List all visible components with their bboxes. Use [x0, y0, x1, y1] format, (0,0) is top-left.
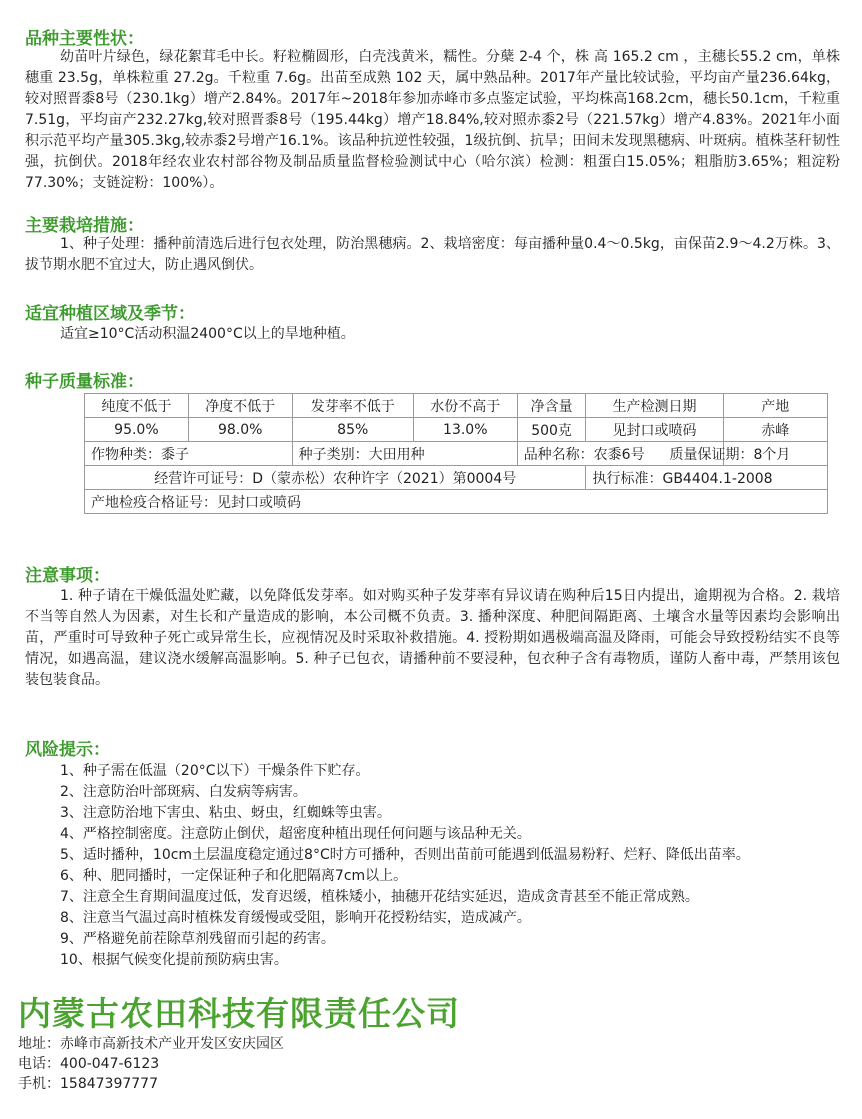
risk-item: 4、严格控制密度。注意防止倒伏，超密度种植出现任何问题与该品种无关。 [60, 826, 531, 842]
traits-text: 幼苗叶片绿色，绿花絮茸毛中长。籽粒椭圆形，白壳浅黄米，糯性。分蘖 2-4 个，株 高 165.2 cm ，主穗长55.2 cm，单株穗重 23.5g，单株粒重 27.2g。千粒重 7.6g。出苗至成熟 102 天，属中熟品种。2017年产量比较试验，平均亩产量236.64kg，较对照晋黍8号（230.1kg）增产2.84%。2017年~2018年参加赤峰市多点鉴定试验，平均株高168.2cm，穗长50.1cm，千粒重7.51g，平均亩产232.27kg,较对照晋黍8号（195.44kg）增产18.84%,较对照赤黍2号（221.57kg）增产4.83%。2021年小面积示范平均产量305.3kg,较赤黍2号增产16.1%。该品种抗逆性较强，1级抗倒、抗旱；田间未发现黑穗病、叶斑病。植株茎秆韧性强，抗倒伏。2018年经农业农村部谷物及制品质量监督检验测试中心（哈尔滨）检测：粗蛋白15.05%；粗脂肪3.65%；粗淀粉77.30%；支链淀粉：100%）。 [25, 49, 840, 191]
execution-standard: 执行标准：GB4404.1-2008 [586, 466, 828, 490]
notes-text: 1. 种子请在干燥低温处贮藏，以免降低发芽率。如对购买种子发芽率有异议请在购种后15日内提出，逾期视为合格。2. 栽培不当等自然人为因素，对生长和产量造成的影响，本公司概不负责。3. 播种深度、种肥间隔距离、土壤含水量等因素均会影响出苗，严重时可导致种子死亡或异常生长，应视情况及时采取补救措施。4. 授粉期如遇极端高温及降雨，可能会导致授粉结实不良等情况，如遇高温，建议浇水缓解高温影响。5. 种子已包衣，请播种前不要浸种，包衣种子含有毒物质，谨防人畜中毒，严禁用该包装包装食品。 [25, 588, 840, 688]
value-purity: 95.0% [85, 418, 189, 442]
seed-category: 种子类别：大田用种 [292, 442, 517, 466]
cultivation-text: 1、种子处理：播种前清选后进行包衣处理，防治黑穗病。2、栽培密度：每亩播种量0.4～0.5kg，亩保苗2.9～4.2万株。3、拔节期水肥不宜过大，防止遇风倒伏。 [25, 236, 840, 273]
value-cleanliness: 98.0% [188, 418, 292, 442]
quality-info-row [85, 442, 828, 466]
risks-list [60, 761, 850, 971]
quality-header-row [85, 394, 828, 418]
traits-heading: 品种主要性状： [25, 29, 144, 49]
header-production-date: 生产检测日期 [586, 394, 723, 418]
header-purity: 纯度不低于 [85, 394, 189, 418]
risk-item: 7、注意全生育期间温度过低，发育迟缓，植株矮小，抽穗开花结实延迟，造成贪青甚至不能正常成熟。 [60, 889, 699, 905]
variety-name: 品种名称：农黍6号 [517, 442, 723, 466]
company-phone: 电话：400-047-6123 [18, 1056, 160, 1072]
quarantine-certificate: 产地检疫合格证号：见封口或喷码 [85, 490, 828, 514]
region-heading: 适宜种植区域及季节： [25, 304, 195, 324]
company-mobile: 手机：15847397777 [18, 1076, 158, 1092]
risk-item: 8、注意当气温过高时植株发育缓慢或受阻，影响开花授粉结实，造成减产。 [60, 910, 531, 926]
risk-item: 9、严格避免前茬除草剂残留而引起的药害。 [60, 931, 335, 947]
risks-heading: 风险提示： [25, 740, 110, 760]
risk-item: 6、种、肥同播时，一定保证种子和化肥隔离7cm以上。 [60, 868, 408, 884]
header-moisture: 水份不高于 [413, 394, 517, 418]
header-cleanliness: 净度不低于 [188, 394, 292, 418]
value-origin: 赤峰 [723, 418, 827, 442]
crop-type: 作物种类：黍子 [85, 442, 293, 466]
quality-heading: 种子质量标准： [25, 372, 144, 392]
value-net-content: 500克 [517, 418, 586, 442]
cultivation-heading: 主要栽培措施： [25, 216, 144, 236]
risk-item: 3、注意防治地下害虫、粘虫、蚜虫，红蜘蛛等虫害。 [60, 805, 391, 821]
value-production-date: 见封口或喷码 [586, 418, 723, 442]
risk-item: 2、注意防治叶部斑病、白发病等病害。 [60, 784, 307, 800]
region-text: 适宜≥10°C活动积温2400°C以上的旱地种植。 [60, 326, 355, 342]
seed-quality-table [84, 393, 828, 514]
value-moisture: 13.0% [413, 418, 517, 442]
header-germination: 发芽率不低于 [292, 394, 413, 418]
value-germination: 85% [292, 418, 413, 442]
shelf-life [669, 442, 827, 466]
notes-heading: 注意事项： [25, 566, 110, 586]
risk-item: 1、种子需在低温（20°C以下）干燥条件下贮存。 [60, 763, 370, 779]
quality-quarantine-row [85, 490, 828, 514]
quality-value-row [85, 418, 828, 442]
shelf-life-text: 质量保证期：8个月 [669, 446, 791, 463]
risk-item: 10、根据气候变化提前预防病虫害。 [60, 952, 288, 968]
header-net-content: 净含量 [517, 394, 586, 418]
risk-item: 5、适时播种，10cm土层温度稳定通过8°C时方可播种，否则出苗前可能遇到低温易粉籽、烂籽、降低出苗率。 [60, 847, 750, 863]
company-contact [18, 1034, 284, 1094]
quality-license-row [85, 466, 828, 490]
business-license: 经营许可证号：D（蒙赤松）农种许字（2021）第0004号 [85, 466, 586, 490]
header-origin: 产地 [723, 394, 827, 418]
company-name: 内蒙古农田科技有限责任公司 [18, 994, 460, 1033]
company-address: 地址：赤峰市高新技术产业开发区安庆园区 [18, 1036, 284, 1052]
